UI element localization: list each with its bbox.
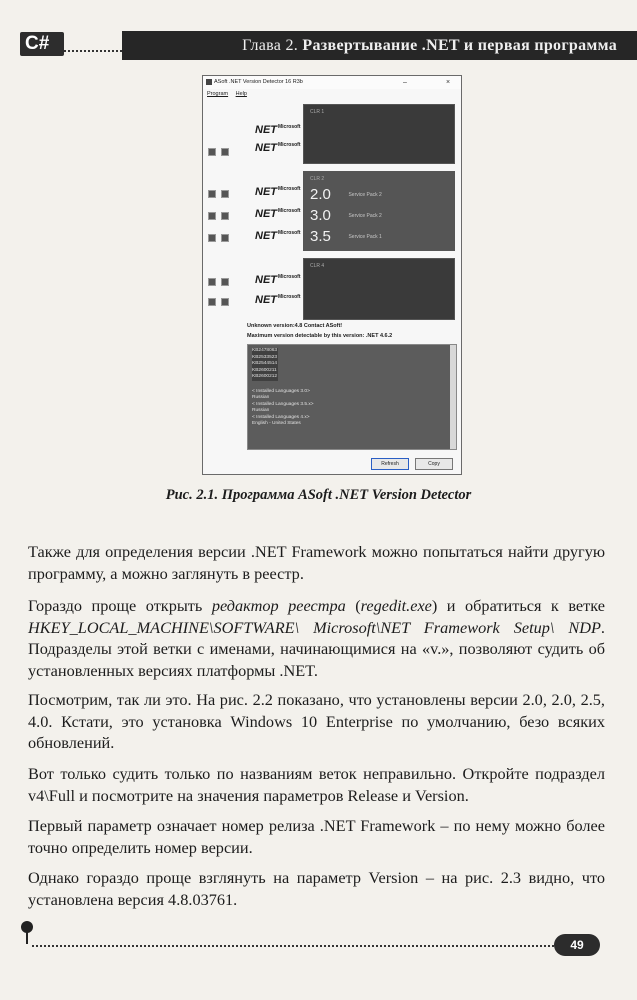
paragraph: Вот только судить только по названиям веток неправильно. Откройте подраздел v4\Full и посмотрите на значения параметров Release и Version. <box>28 764 605 805</box>
clr4-panel <box>303 258 455 320</box>
paragraph: Посмотрим, так ли это. На рис. 2.2 показано, что установлены версии 2.0, 2.0, 2.5, 4.0. Кстати, это установка Windows 10 Enterprise по умолчанию, безо всяких обновлений. <box>28 690 605 752</box>
status-icon <box>221 190 229 198</box>
list-item: Russian <box>252 408 270 413</box>
dotnet-logo-icon: $NET^{Microsoft}$ <box>255 294 301 306</box>
list-item: < Installed Languages 4.x> <box>252 414 310 420</box>
status-icon <box>221 148 229 156</box>
list-item: KB2544514 <box>252 361 278 366</box>
footer-bullet-stem <box>26 930 28 944</box>
list-item: English - United States <box>252 421 301 426</box>
clr2-label: CLR 2 <box>310 176 325 182</box>
list-item: KB2600212 <box>252 374 278 379</box>
version-number: 3.5 <box>310 228 331 246</box>
version-number: 3.0 <box>310 207 331 225</box>
chapter-title: Развертывание .NET и первая программа <box>302 37 617 54</box>
copy-button[interactable]: Copy <box>415 458 453 470</box>
paragraph: Гораздо проще открыть редактор реестра (regedit.exe) и обратиться к ветке HKEY_LOCAL_MACHINE\SOFTWARE\ Microsoft\NET Framework Setup\ NDP. Подразделы этой ветки с именами, начинающимися на «v.», позволяют судить об установленных версиях платформы .NET. <box>28 596 605 680</box>
dotnet-logo-icon: $NET^{Microsoft}$ <box>255 186 301 198</box>
clr2-panel <box>303 171 455 251</box>
clr1-panel <box>303 104 455 164</box>
max-version-text: Maximum version detectable by this version: .NET 4.6.2 <box>247 333 393 339</box>
page-number: 49 <box>554 934 600 956</box>
dotnet-logo-icon: $NET^{Microsoft}$ <box>255 142 301 154</box>
minimize-icon[interactable]: – <box>403 79 407 86</box>
status-icon <box>208 298 216 306</box>
list-item: Russian <box>252 395 270 400</box>
refresh-button[interactable]: Refresh <box>371 458 409 470</box>
footer-divider <box>32 945 554 947</box>
status-icon <box>221 298 229 306</box>
window-title: ASoft .NET Version Detector 16 R3b <box>214 79 303 85</box>
window-titlebar <box>203 76 461 89</box>
version-row <box>310 207 382 225</box>
dotnet-logo-icon: $NET^{Microsoft}$ <box>255 124 301 136</box>
version-number: 2.0 <box>310 186 331 204</box>
figure-caption: Рис. 2.1. Программа ASoft .NET Version Detector <box>165 487 472 503</box>
clr4-label: CLR 4 <box>310 263 325 269</box>
list-item: KB2478063 <box>252 348 278 353</box>
status-icon <box>208 148 216 156</box>
status-icon <box>208 234 216 242</box>
dotnet-logo-icon: $NET^{Microsoft}$ <box>255 208 301 220</box>
paragraph: Однако гораздо проще взглянуть на параметр Version – на рис. 2.3 видно, что установлена версия 4.8.03761. <box>28 868 605 909</box>
installed-updates-list[interactable] <box>247 344 457 450</box>
header-divider <box>64 50 122 52</box>
list-item: < Installed Languages 3.5.x> <box>252 401 314 407</box>
service-pack: Service Pack 1 <box>348 233 382 240</box>
paragraph: Первый параметр означает номер релиза .NET Framework – по нему можно более точно определить номер версии. <box>28 816 605 857</box>
app-icon <box>206 79 212 85</box>
close-icon[interactable]: × <box>446 79 451 86</box>
status-icon <box>221 234 229 242</box>
list-item: < Installed Languages 3.0> <box>252 388 310 394</box>
version-row <box>310 186 382 204</box>
chapter-header <box>122 31 637 60</box>
service-pack: Service Pack 2 <box>348 212 382 219</box>
chapter-number: Глава 2. <box>242 37 299 54</box>
status-icon <box>208 190 216 198</box>
list-item: KB2533523 <box>252 354 278 360</box>
status-icon <box>208 278 216 286</box>
menu-program[interactable]: Program <box>207 91 229 97</box>
status-icon <box>221 278 229 286</box>
list-item: KB2600211 <box>252 367 277 373</box>
list-scrollbar[interactable] <box>450 345 456 449</box>
paragraph: Также для определения версии .NET Framework можно попытаться найти другую программу, а можно заглянуть в реестр. <box>28 542 605 583</box>
unknown-version-text: Unknown version:4.8 Contact ASoft! <box>247 323 343 329</box>
app-window-screenshot <box>202 75 462 475</box>
service-pack: Service Pack 2 <box>348 191 382 198</box>
status-icon <box>208 212 216 220</box>
dotnet-logo-icon: $NET^{Microsoft}$ <box>255 274 301 286</box>
menu-help[interactable]: Help <box>235 91 247 97</box>
clr1-label: CLR 1 <box>310 109 325 115</box>
status-icon <box>221 212 229 220</box>
chapter-logo: C# <box>20 32 64 56</box>
dotnet-logo-icon: $NET^{Microsoft}$ <box>255 230 301 242</box>
version-row <box>310 228 382 246</box>
menu-bar <box>203 89 461 99</box>
